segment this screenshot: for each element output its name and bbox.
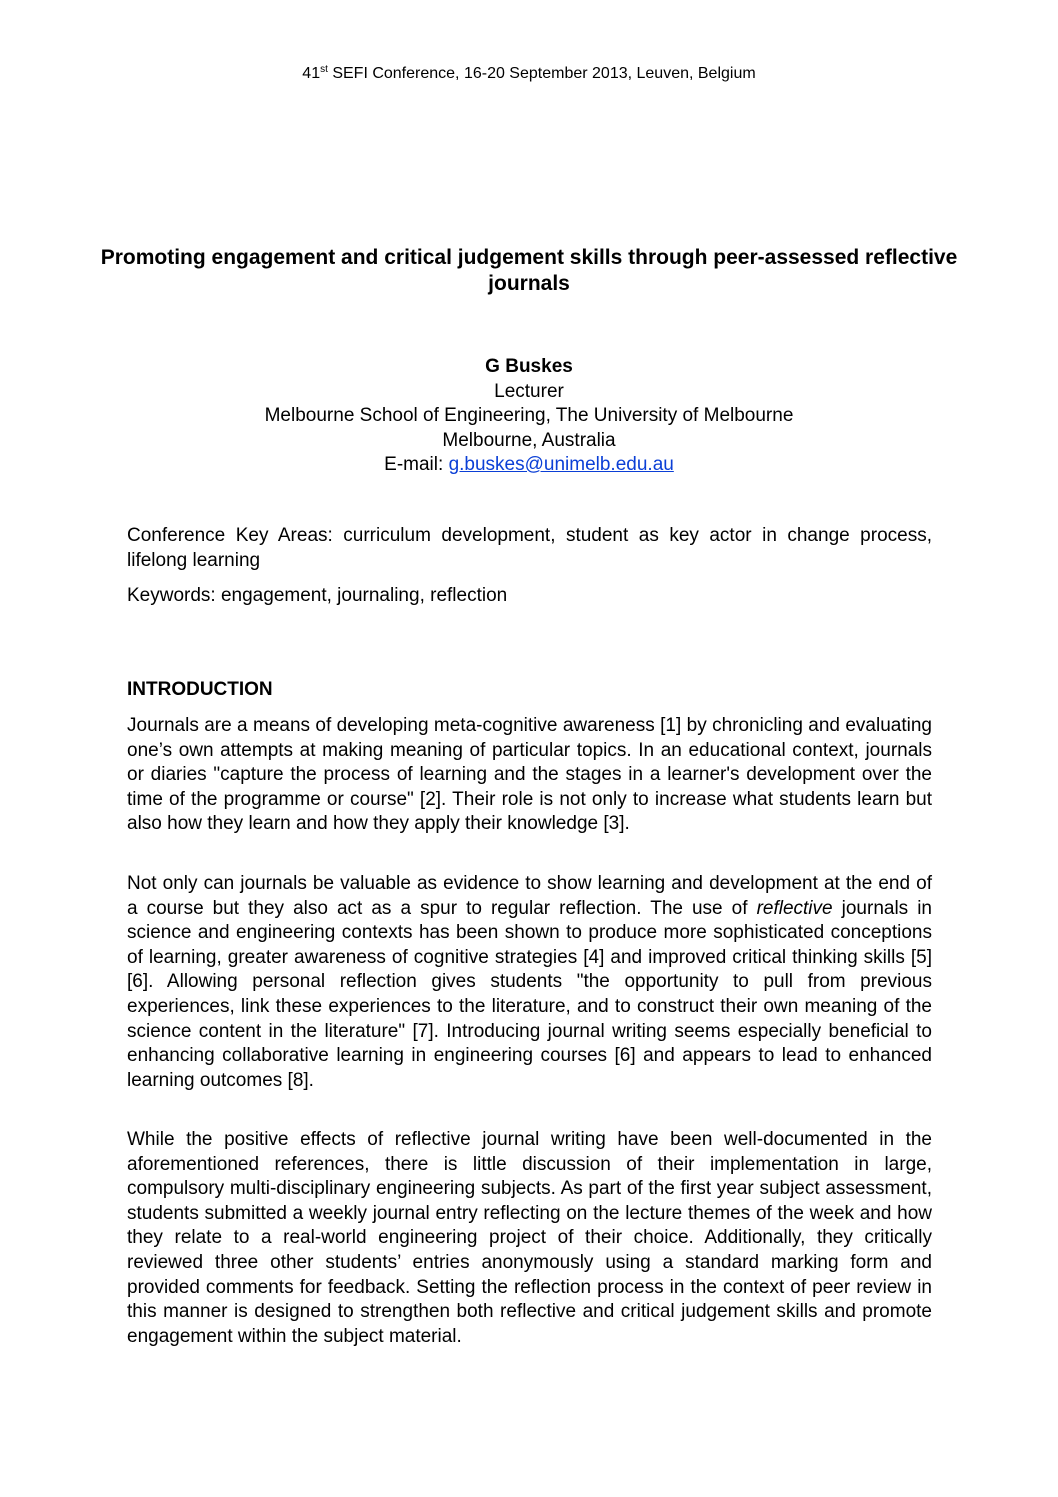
keywords: Keywords: engagement, journaling, reflection — [127, 585, 508, 606]
conference-key-areas: Conference Key Areas: curriculum development, student as key actor in change process, lifelong learning — [127, 525, 932, 571]
conference-header — [0, 64, 1058, 84]
author-affiliation: Melbourne School of Engineering, The University of Melbourne — [264, 405, 794, 426]
author-name: G Buskes — [485, 356, 573, 377]
header-ordinal-suffix: st — [320, 64, 328, 75]
intro-paragraph-2 — [127, 872, 932, 1093]
email-label: E-mail: — [384, 454, 449, 475]
author-role: Lecturer — [494, 380, 564, 402]
author-block — [100, 355, 958, 478]
intro-paragraph-3: While the positive effects of reflective journal writing have been well-documented in the aforementioned references, there is little discussion of their implementation in large, compulsory multi-disciplinary engineering subjects. As part of the first year subject assessment, students submitted a weekly journal entry reflecting on the lecture themes of the week and how they relate to a real-world engineering project of their choice. Additionally, they critically reviewed three other students’ entries anonymously using a standard marking form and provided comments for feedback. Setting the reflection process in the context of peer review in this manner is designed to strengthen both reflective and critical judgement skills and promote engagement within the subject material. — [127, 1129, 932, 1347]
author-location: Melbourne, Australia — [442, 429, 616, 451]
intro-paragraph-1: Journals are a means of developing meta-cognitive awareness [1] by chronicling and evaluating one’s own attempts at making meaning of particular topics. In an educational context, journals or diaries "capture the process of learning and the stages in a learner's development over the time of the programme or course" [2]. Their role is not only to increase what students learn but also how they learn and how they apply their knowledge [3]. — [127, 715, 932, 835]
header-text: SEFI Conference, 16-20 September 2013, Leuven, Belgium — [327, 65, 756, 82]
email-link[interactable]: g.buskes@unimelb.edu.au — [448, 454, 674, 475]
author-email-line — [100, 453, 958, 478]
section-heading-introduction: INTRODUCTION — [127, 679, 273, 700]
paper-title: Promoting engagement and critical judgement skills through peer-assessed reflective journals — [100, 246, 958, 295]
para2-text-before: Not only can journals be valuable as evidence to show learning and development at the end of a course but they also act as a spur to regular reflection. The use of — [127, 873, 932, 919]
para2-text-after: journals in science and engineering contexts has been shown to produce more sophisticated conceptions of learning, greater awareness of cognitive strategies [4] and improved critical thinking skills [5] [6]. Allowing personal reflection gives students "the opportunity to pull from previous experiences, link these experiences to the literature, and to construct their own meaning of the science content in the literature" [7]. Introducing journal writing seems especially beneficial to enhancing collaborative learning in engineering courses [6] and appears to lead to enhanced learning outcomes [8]. — [127, 897, 932, 1091]
header-ordinal-number: 41 — [302, 65, 321, 82]
para2-emphasis: reflective — [756, 897, 833, 919]
